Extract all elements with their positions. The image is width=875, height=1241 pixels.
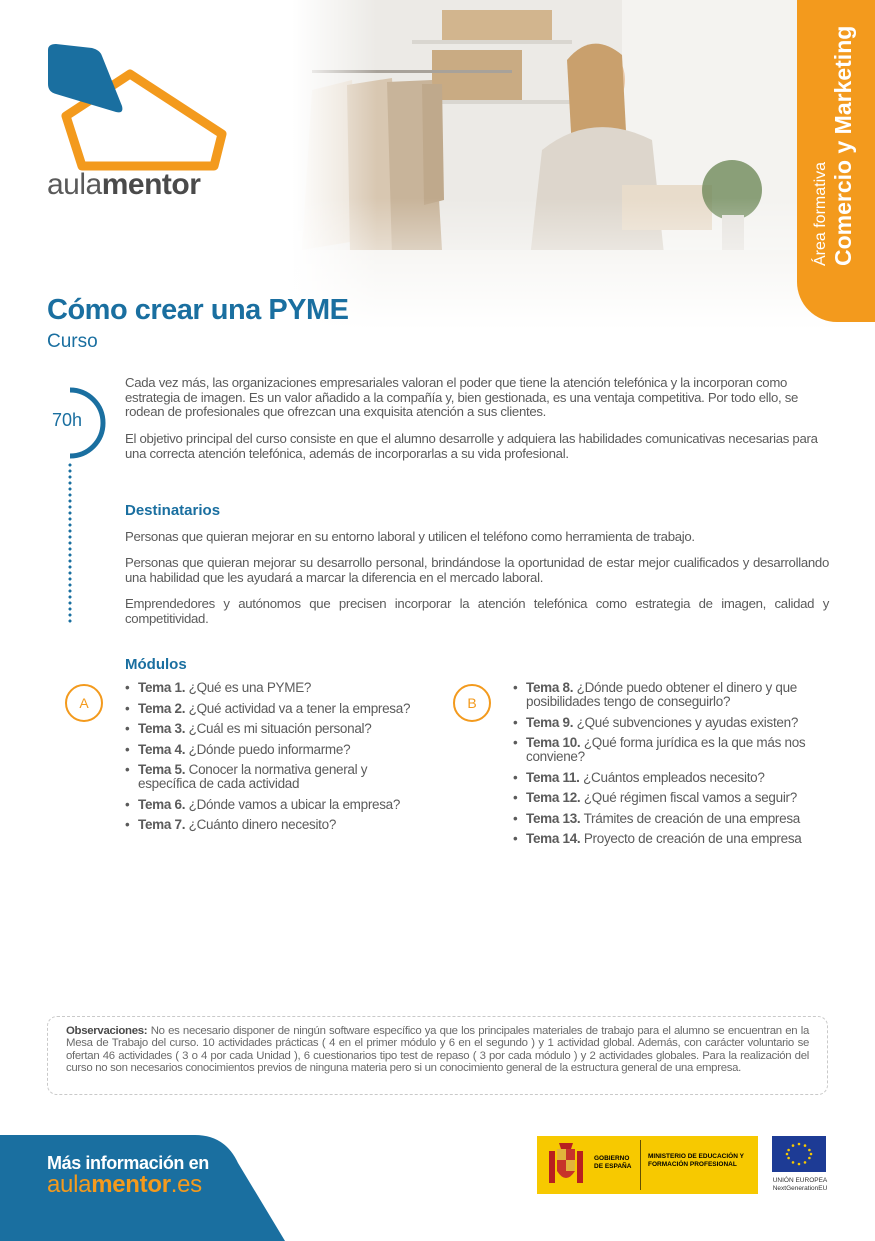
module-a-list [125, 681, 430, 839]
area-label-block [806, 8, 870, 308]
coat-of-arms-icon [545, 1141, 587, 1189]
aulamentor-logo-icon [44, 44, 229, 176]
eu-flag-icon [772, 1136, 826, 1172]
list-item: • Tema 9. ¿Qué subvenciones y ayudas existen? [513, 716, 828, 730]
area-label: Área formativa [812, 161, 829, 266]
destinatarios-item-3: Emprendedores y autónomos que precisen incorporar la atención telefónica como estrategia de imagen, calidad y competitividad. [125, 596, 829, 626]
area-name: Comercio y Marketing [830, 25, 856, 266]
more-info-label: Más información en [47, 1153, 209, 1173]
module-b-list [513, 681, 828, 853]
list-item: • Tema 1. ¿Qué es una PYME? [125, 681, 430, 695]
destinatarios-heading: Destinatarios [125, 502, 221, 519]
destinatarios-item-1: Personas que quieran mejorar en su entorno laboral y utilicen el teléfono como herramienta de trabajo. [125, 529, 695, 544]
logo-wordmark[interactable]: aulamentor [47, 168, 201, 201]
list-item: • Tema 2. ¿Qué actividad va a tener la empresa? [125, 702, 430, 716]
gov-divider [640, 1140, 641, 1190]
list-item: • Tema 5. Conocer la normativa general y específica de cada actividad [125, 763, 398, 791]
course-type: Curso [47, 331, 98, 352]
website-link[interactable]: aulamentor.es [47, 1171, 202, 1198]
module-b-badge: B [453, 684, 491, 722]
list-item: • Tema 11. ¿Cuántos empleados necesito? [513, 771, 828, 785]
list-item: • Tema 12. ¿Qué régimen fiscal vamos a seguir? [513, 791, 828, 805]
hero-photo [292, 0, 860, 330]
module-a-badge: A [65, 684, 103, 722]
ministerio-text: MINISTERIO DE EDUCACIÓN Y FORMACIÓN PROFESIONAL [648, 1153, 744, 1168]
intro-paragraph-1: Cada vez más, las organizaciones empresariales valoran el poder que tiene la atención telefónica y la incorporan como estrategia de imagen. Es un valor añadido a la compañía y, bien gestionada, es una ventaja competitiva. Por todo ello, se rodean de profesionales que ofrezcan una exquisita atención a sus clientes. [125, 375, 799, 420]
list-item: • Tema 7. ¿Cuánto dinero necesito? [125, 818, 430, 832]
list-item: • Tema 10. ¿Qué forma jurídica es la que más nos conviene? [513, 736, 828, 764]
course-title: Cómo crear una PYME [47, 294, 349, 326]
eu-text: UNIÓN EUROPEA NextGenerationEU [772, 1177, 828, 1192]
gobierno-text: GOBIERNO DE ESPAÑA [594, 1155, 632, 1170]
list-item: • Tema 6. ¿Dónde vamos a ubicar la empresa? [125, 798, 430, 812]
destinatarios-item-2: Personas que quieran mejorar su desarrollo personal, brindándose la oportunidad de estar mejor cualificados y desarrollando una habilidad que les ayudará a marcar la diferencia en el mercado laboral. [125, 555, 829, 585]
list-item: • Tema 13. Trámites de creación de una empresa [513, 812, 828, 826]
list-item: • Tema 14. Proyecto de creación de una empresa [513, 832, 828, 846]
list-item: • Tema 3. ¿Cuál es mi situación personal? [125, 722, 430, 736]
list-item: • Tema 4. ¿Dónde puedo informarme? [125, 743, 430, 757]
observations-text: Observaciones: No es necesario disponer de ningún software específico ya que los principales materiales de trabajo para el alumno se encuentran en la Mesa de Trabajo del curso. 10 actividades prácticas ( 4 en el primer módulo y 6 en el segundo ) y 1 actividad global. Además, con carácter voluntario se ofertan 46 actividades ( 3 o 4 por cada Unidad ), 6 cuestionarios tipo test de repaso ( 3 por cada módulo ) y 2 actividades globales. Para la realización del curso no son necesarios conocimientos previos de ninguna materia pero si un conocimiento general de la estructura general de una empresa. [66, 1025, 809, 1075]
modulos-heading: Módulos [125, 656, 187, 673]
intro-paragraph-2: El objetivo principal del curso consiste en que el alumno desarrolle y adquiera las habilidades comunicativas necesarias para una correcta atención telefónica, además de incorporarlas a su vida profesional. [125, 431, 818, 461]
list-item: • Tema 8. ¿Dónde puedo obtener el dinero y que posibilidades tengo de conseguirlo? [513, 681, 828, 709]
timeline-dots [68, 462, 72, 624]
course-hours: 70h [51, 410, 83, 430]
